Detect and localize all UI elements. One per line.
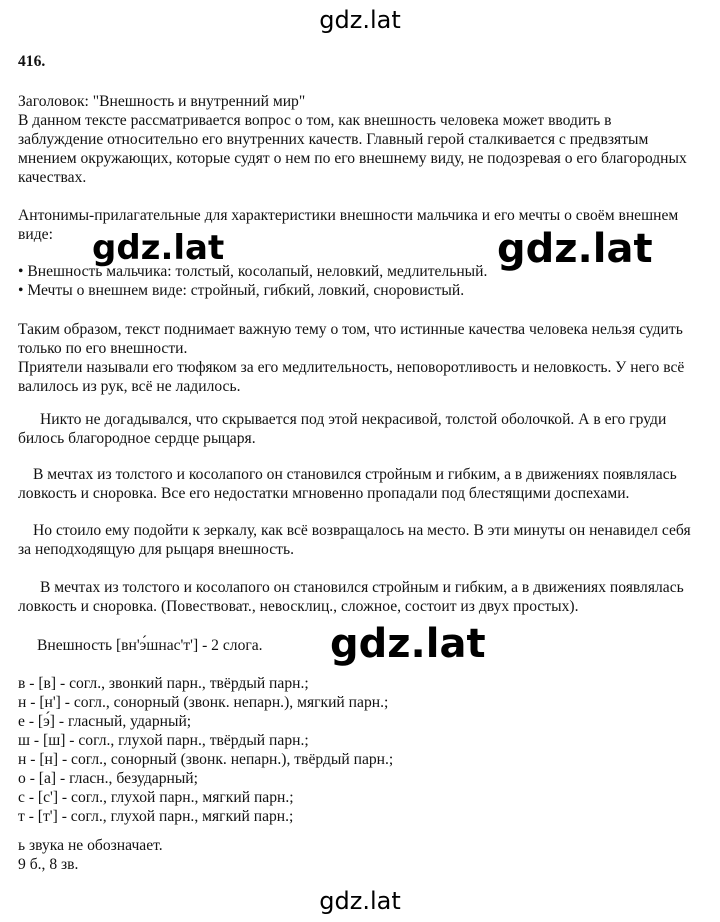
paragraph-line: В мечтах из толстого и косолапого он становился стройным и гибким, а в движениях появлялась <box>40 579 684 596</box>
summary-line: мнением окружающих, которые судят о нем по его внешнему виду, не подозревая о его благородных <box>18 150 687 167</box>
antonyms-intro-line: виде: <box>18 226 53 243</box>
conclusion-line: Приятели называли его тюфяком за его медлительность, неповоротливость и неловкость. У него всё <box>18 359 685 376</box>
summary-line: качествах. <box>18 169 87 186</box>
soft-sign-note: ь звука не обозначает. <box>18 837 163 854</box>
paragraph-line: ловкость и сноровка. Все его недостатки мгновенно пропадали под блестящими доспехами. <box>18 485 630 502</box>
phonetic-row: т - [т'] - согл., глухой парн., мягкий парн.; <box>18 808 294 825</box>
exercise-number: 416. <box>18 53 46 70</box>
letter-sound-count: 9 б., 8 зв. <box>18 856 79 873</box>
paragraph-line: билось благородное сердце рыцаря. <box>18 430 256 447</box>
paragraph-line: Но стоило ему подойти к зеркалу, как всё возвращалось на место. В эти минуты он ненавидел себя <box>33 522 691 539</box>
phonetic-row: с - [с'] - согл., глухой парн., мягкий парн.; <box>18 789 294 806</box>
paragraph-line: В мечтах из толстого и косолапого он становился стройным и гибким, а в движениях появлялась <box>33 466 677 483</box>
summary-line: заблуждение относительно его внутренних качеств. Главный герой сталкивается с предвзятым <box>18 131 649 148</box>
phonetic-row: н - [н'] - согл., сонорный (звонк. непарн.), мягкий парн.; <box>18 694 389 711</box>
phonetic-header: Внешность [вн'э́шнас'т'] - 2 слога. <box>37 637 263 654</box>
paragraph-line: Никто не догадывался, что скрывается под этой некрасивой, толстой оболочкой. А в его груди <box>40 411 667 428</box>
watermark-mid-right: gdz.lat <box>497 226 653 272</box>
conclusion-line: валилось из рук, всё не ладилось. <box>18 378 241 395</box>
summary-line: В данном тексте рассматривается вопрос о том, как внешность человека может вводить в <box>18 112 612 129</box>
bullet-appearance: • Внешность мальчика: толстый, косолапый, неловкий, медлительный. <box>18 263 488 280</box>
phonetic-row: о - [а] - гласн., безударный; <box>18 770 198 787</box>
phonetic-row: ш - [ш] - согл., глухой парн., твёрдый парн.; <box>18 732 309 749</box>
conclusion-line: только по его внешности. <box>18 340 188 357</box>
paragraph-line: ловкость и сноровка. (Повествоват., невосклиц., сложное, состоит из двух простых). <box>18 598 579 615</box>
watermark-bottom: gdz.lat <box>319 887 401 915</box>
phonetic-row: е - [э́] - гласный, ударный; <box>18 713 192 730</box>
conclusion-line: Таким образом, текст поднимает важную тему о том, что истинные качества человека нельзя судить <box>18 321 683 338</box>
title-line: Заголовок: "Внешность и внутренний мир" <box>18 93 306 110</box>
watermark-top: gdz.lat <box>319 6 401 34</box>
paragraph-line: за неподходящую для рыцаря внешность. <box>18 541 294 558</box>
phonetic-row: н - [н] - согл., сонорный (звонк. непарн.), твёрдый парн.; <box>18 751 394 768</box>
antonyms-intro-line: Антонимы-прилагательные для характеристики внешности мальчика и его мечты о своём внешнем <box>18 207 679 224</box>
bullet-dreams: • Мечты о внешнем виде: стройный, гибкий, ловкий, сноровистый. <box>18 282 465 299</box>
phonetic-row: в - [в] - согл., звонкий парн., твёрдый парн.; <box>18 675 309 692</box>
watermark-lower: gdz.lat <box>330 621 486 667</box>
watermark-mid-left: gdz.lat <box>92 228 225 268</box>
